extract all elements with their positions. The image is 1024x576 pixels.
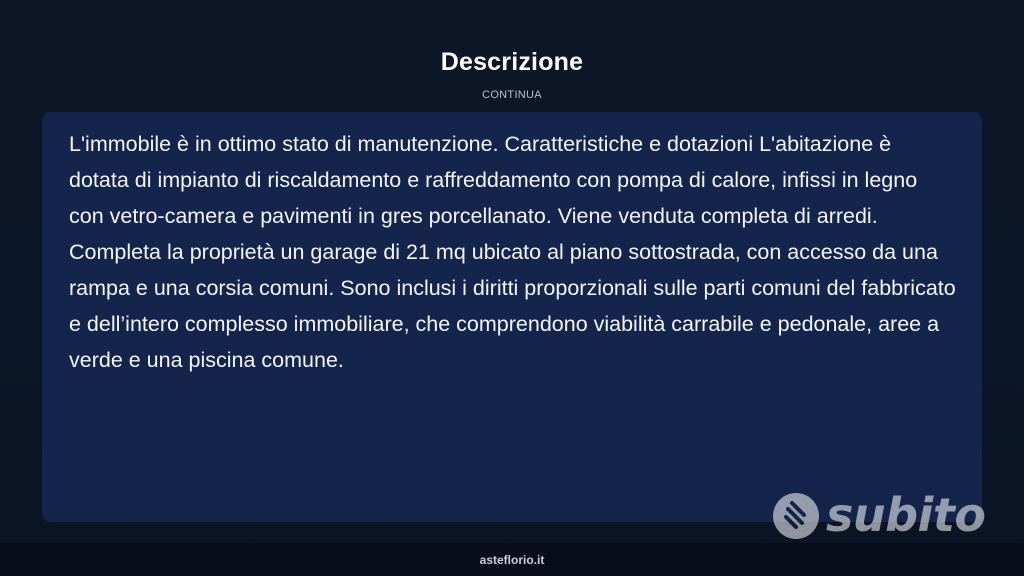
description-text: L'immobile è in ottimo stato di manutenzione. Caratteristiche e dotazioni L'abitazione è dotata di impianto di riscaldamento e raffreddamento con pompa di calore, infissi in legno con vetro-camera e pavimenti in gres porcellanato. Viene venduta completa di arredi. Completa la proprietà un garage di 21 mq ubicato al piano sottostrada, con accesso da una rampa e una corsia comuni. Sono inclusi i diritti proporzionali sulle parti comuni del fabbricato e dell’intero complesso immobiliare, che comprendono viabilità carrabile e pedonale, aree a verde e una piscina comune. — [69, 132, 956, 372]
watermark — [770, 488, 986, 546]
page-title: Descrizione — [440, 48, 584, 76]
subito-logo-icon — [772, 492, 820, 540]
continue-link[interactable]: CONTINUA — [482, 89, 542, 101]
footer-site: asteflorio.it — [479, 553, 545, 567]
description-card — [42, 112, 982, 522]
watermark-brand: subito — [826, 488, 986, 542]
